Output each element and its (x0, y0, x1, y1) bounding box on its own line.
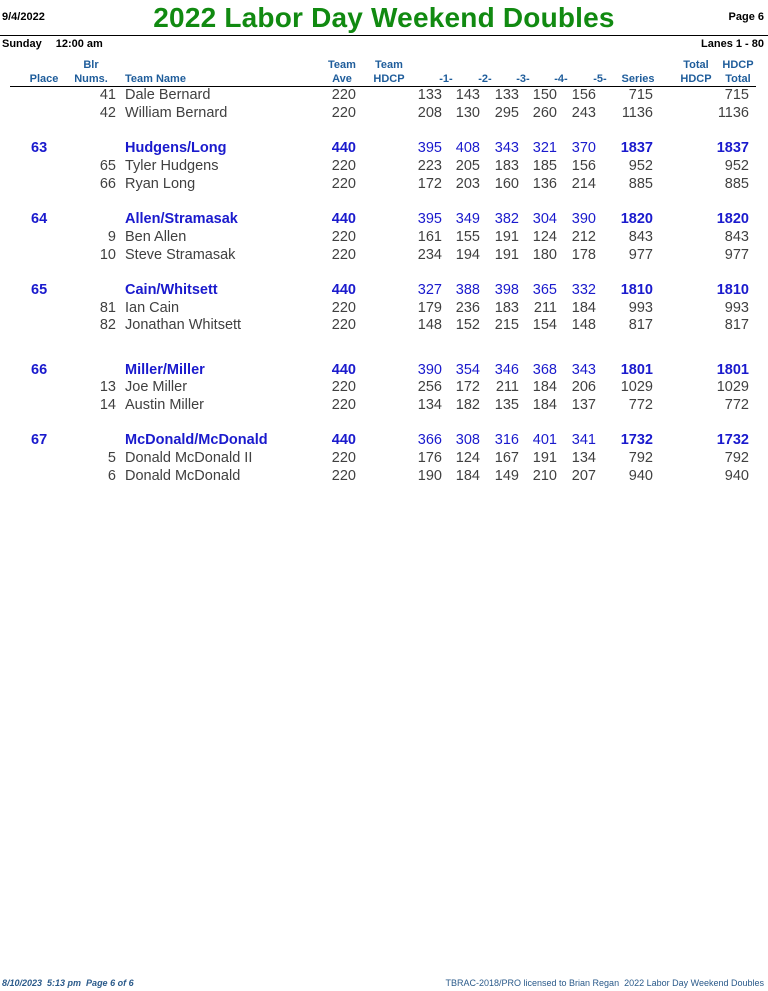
game-5-score: 178 (571, 247, 596, 263)
team-place: 63 (31, 140, 48, 156)
bowler-ave: 220 (331, 468, 356, 484)
bowler-name: Joe Miller (125, 379, 188, 395)
game-3-score: 316 (494, 432, 519, 448)
bowler-name: Ian Cain (125, 300, 180, 316)
col-game-3: -3- (516, 73, 530, 85)
player-row (0, 228, 768, 246)
col-hdcp-total (718, 58, 758, 86)
game-2-score: 354 (455, 362, 480, 378)
game-2-score: 182 (455, 397, 480, 413)
bowler-number: 14 (99, 397, 116, 413)
game-4-score: 304 (532, 211, 557, 227)
game-1-score: 176 (417, 450, 442, 466)
game-5-score: 343 (571, 362, 596, 378)
hdcp-total-score: 952 (724, 158, 749, 174)
game-1-score: 234 (417, 247, 442, 263)
player-row (0, 316, 768, 334)
team-row (0, 361, 768, 379)
col-hdcp-total-top: HDCP (722, 59, 754, 71)
hdcp-total-score: 1801 (716, 362, 749, 378)
game-2-score: 143 (455, 87, 480, 103)
bowler-ave: 220 (331, 300, 356, 316)
game-1-score: 390 (417, 362, 442, 378)
game-4-score: 211 (533, 300, 557, 316)
hdcp-total-score: 1820 (716, 211, 749, 227)
hdcp-total-score: 977 (724, 247, 749, 263)
bowler-name: Ben Allen (125, 229, 187, 245)
series-score: 817 (628, 317, 653, 333)
team-ave: 440 (331, 362, 356, 378)
bowler-name: Donald McDonald II (125, 450, 253, 466)
bowler-number: 81 (99, 300, 116, 316)
col-hdcp-total-bottom: Total (725, 73, 751, 85)
game-2-score: 236 (455, 300, 480, 316)
page-number: Page 6 (728, 11, 764, 23)
series-score: 977 (628, 247, 653, 263)
game-5-score: 206 (571, 379, 596, 395)
series-score: 993 (628, 300, 653, 316)
team-row (0, 210, 768, 228)
game-2-score: 408 (455, 140, 480, 156)
game-3-score: 167 (494, 450, 519, 466)
col-blr (70, 58, 112, 86)
team-place: 65 (31, 282, 48, 298)
hdcp-total-score: 1029 (716, 379, 749, 395)
player-row (0, 467, 768, 485)
series-score: 1810 (620, 282, 653, 298)
bowler-number: 66 (99, 176, 116, 192)
game-3-score: 215 (494, 317, 519, 333)
hdcp-total-score: 1732 (716, 432, 749, 448)
game-4-score: 184 (532, 397, 557, 413)
game-3-score: 183 (494, 158, 519, 174)
game-2-score: 205 (455, 158, 480, 174)
game-3-score: 133 (494, 87, 519, 103)
team-ave: 440 (331, 432, 356, 448)
game-4-score: 154 (532, 317, 557, 333)
game-4-score: 365 (532, 282, 557, 298)
hdcp-total-score: 1837 (716, 140, 749, 156)
game-1-score: 395 (417, 211, 442, 227)
bowler-number: 5 (107, 450, 116, 466)
series-score: 1136 (621, 105, 653, 121)
game-4-score: 210 (532, 468, 557, 484)
col-team-ave (322, 58, 362, 86)
game-5-score: 137 (571, 397, 596, 413)
game-1-score: 395 (417, 140, 442, 156)
bowler-name: William Bernard (125, 105, 228, 121)
bowler-ave: 220 (331, 450, 356, 466)
bowler-number: 13 (99, 379, 116, 395)
bowler-number: 42 (99, 105, 116, 121)
game-4-score: 191 (532, 450, 557, 466)
game-5-score: 341 (571, 432, 596, 448)
player-row (0, 86, 768, 104)
bowler-ave: 220 (331, 87, 356, 103)
hdcp-total-score: 843 (724, 229, 749, 245)
game-1-score: 172 (417, 176, 442, 192)
series-score: 952 (628, 158, 653, 174)
hdcp-total-score: 1136 (717, 105, 749, 121)
col-team-name: Team Name (125, 73, 186, 85)
game-3-score: 346 (494, 362, 519, 378)
footer-print-info: 8/10/2023 5:13 pm Page 6 of 6 (2, 978, 134, 988)
game-4-score: 136 (532, 176, 557, 192)
bowler-ave: 220 (331, 379, 356, 395)
player-row (0, 175, 768, 193)
hdcp-total-score: 772 (724, 397, 749, 413)
game-3-score: 160 (494, 176, 519, 192)
game-3-score: 382 (494, 211, 519, 227)
player-row (0, 396, 768, 414)
game-3-score: 191 (494, 229, 519, 245)
game-4-score: 401 (532, 432, 557, 448)
game-2-score: 130 (455, 105, 480, 121)
game-2-score: 172 (455, 379, 480, 395)
game-4-score: 180 (532, 247, 557, 263)
player-row (0, 157, 768, 175)
game-3-score: 211 (495, 379, 519, 395)
team-name: McDonald/McDonald (125, 432, 268, 448)
team-ave: 440 (331, 211, 356, 227)
report-date: 9/4/2022 (2, 11, 45, 23)
player-row (0, 299, 768, 317)
session-info (2, 38, 117, 50)
footer-license: TBRAC-2018/PRO licensed to Brian Regan 2022 Labor Day Weekend Doubles (445, 978, 764, 988)
game-5-score: 156 (571, 158, 596, 174)
lanes-range: Lanes 1 - 80 (701, 38, 764, 50)
game-5-score: 156 (571, 87, 596, 103)
col-place: Place (29, 73, 59, 85)
col-game-1: -1- (439, 73, 453, 85)
bowler-name: Ryan Long (125, 176, 196, 192)
col-blr-top: Blr (83, 59, 99, 71)
hdcp-total-score: 993 (724, 300, 749, 316)
hdcp-total-score: 792 (724, 450, 749, 466)
bowler-number: 82 (99, 317, 116, 333)
series-score: 940 (628, 468, 653, 484)
player-row (0, 449, 768, 467)
bowler-name: Dale Bernard (125, 87, 211, 103)
game-1-score: 208 (417, 105, 442, 121)
game-3-score: 135 (494, 397, 519, 413)
game-4-score: 185 (532, 158, 557, 174)
game-1-score: 161 (417, 229, 442, 245)
hdcp-total-score: 1810 (716, 282, 749, 298)
team-row (0, 431, 768, 449)
series-score: 1029 (620, 379, 653, 395)
game-2-score: 184 (455, 468, 480, 484)
bowler-number: 65 (99, 158, 116, 174)
team-ave: 440 (331, 140, 356, 156)
team-place: 64 (31, 211, 48, 227)
bowler-number: 41 (99, 87, 116, 103)
game-4-score: 150 (532, 87, 557, 103)
col-team-hdcp-top: Team (375, 59, 403, 71)
hdcp-total-score: 885 (724, 176, 749, 192)
col-total-hdcp-top: Total (683, 59, 709, 71)
series-score: 1820 (620, 211, 653, 227)
game-5-score: 212 (571, 229, 596, 245)
team-place: 66 (31, 362, 48, 378)
game-2-score: 388 (455, 282, 480, 298)
game-3-score: 149 (494, 468, 519, 484)
session-time: 12:00 am (55, 38, 103, 50)
series-score: 1732 (620, 432, 653, 448)
game-3-score: 183 (494, 300, 519, 316)
game-1-score: 133 (417, 87, 442, 103)
game-1-score: 190 (417, 468, 442, 484)
bowler-name: Jonathan Whitsett (125, 317, 242, 333)
col-total-hdcp (676, 58, 716, 86)
hdcp-total-score: 940 (724, 468, 749, 484)
hdcp-total-score: 715 (724, 87, 749, 103)
series-score: 843 (628, 229, 653, 245)
series-score: 772 (628, 397, 653, 413)
col-series: Series (621, 73, 655, 85)
bowler-name: Donald McDonald (125, 468, 241, 484)
bowler-number: 6 (107, 468, 116, 484)
col-total-hdcp-bottom: HDCP (680, 73, 712, 85)
bowler-ave: 220 (331, 247, 356, 263)
bowler-name: Steve Stramasak (125, 247, 236, 263)
hdcp-total-score: 817 (724, 317, 749, 333)
game-3-score: 295 (494, 105, 519, 121)
game-3-score: 191 (494, 247, 519, 263)
col-team-hdcp (370, 58, 408, 86)
game-1-score: 327 (417, 282, 442, 298)
bowler-ave: 220 (331, 317, 356, 333)
game-2-score: 124 (455, 450, 480, 466)
series-score: 1837 (620, 140, 653, 156)
game-3-score: 398 (494, 282, 519, 298)
game-5-score: 390 (571, 211, 596, 227)
game-2-score: 308 (455, 432, 480, 448)
col-game-2: -2- (478, 73, 492, 85)
game-3-score: 343 (494, 140, 519, 156)
bowler-ave: 220 (331, 229, 356, 245)
game-4-score: 368 (532, 362, 557, 378)
team-name: Allen/Stramasak (125, 211, 238, 227)
bowler-ave: 220 (331, 397, 356, 413)
bowler-number: 9 (107, 229, 116, 245)
game-2-score: 155 (455, 229, 480, 245)
game-5-score: 207 (571, 468, 596, 484)
game-5-score: 370 (571, 140, 596, 156)
game-4-score: 124 (532, 229, 557, 245)
team-place: 67 (31, 432, 48, 448)
team-name: Cain/Whitsett (125, 282, 218, 298)
bowler-ave: 220 (331, 105, 356, 121)
session-day: Sunday (2, 38, 42, 50)
series-score: 885 (628, 176, 653, 192)
game-1-score: 256 (417, 379, 442, 395)
team-row (0, 281, 768, 299)
game-5-score: 184 (571, 300, 596, 316)
game-1-score: 148 (417, 317, 442, 333)
game-1-score: 366 (417, 432, 442, 448)
col-blr-bottom: Nums. (74, 73, 108, 85)
game-5-score: 214 (571, 176, 596, 192)
team-ave: 440 (331, 282, 356, 298)
col-team-hdcp-bottom: HDCP (373, 73, 405, 85)
col-game-5: -5- (593, 73, 607, 85)
bowler-name: Tyler Hudgens (125, 158, 219, 174)
game-1-score: 134 (417, 397, 442, 413)
player-row (0, 246, 768, 264)
game-1-score: 223 (417, 158, 442, 174)
col-game-4: -4- (554, 73, 568, 85)
game-5-score: 243 (571, 105, 596, 121)
game-2-score: 203 (455, 176, 480, 192)
game-1-score: 179 (417, 300, 442, 316)
game-4-score: 260 (532, 105, 557, 121)
bowler-name: Austin Miller (125, 397, 204, 413)
team-name: Miller/Miller (125, 362, 205, 378)
game-4-score: 321 (532, 140, 557, 156)
bowler-ave: 220 (331, 158, 356, 174)
report-title: 2022 Labor Day Weekend Doubles (153, 2, 615, 33)
series-score: 792 (628, 450, 653, 466)
game-2-score: 152 (455, 317, 480, 333)
col-team-ave-bottom: Ave (332, 73, 352, 85)
game-5-score: 148 (571, 317, 596, 333)
game-5-score: 332 (571, 282, 596, 298)
game-4-score: 184 (532, 379, 557, 395)
bowler-ave: 220 (331, 176, 356, 192)
team-name: Hudgens/Long (125, 140, 227, 156)
bowler-number: 10 (99, 247, 116, 263)
game-2-score: 349 (455, 211, 480, 227)
game-5-score: 134 (571, 450, 596, 466)
series-score: 715 (628, 87, 653, 103)
player-row (0, 378, 768, 396)
game-2-score: 194 (455, 247, 480, 263)
series-score: 1801 (620, 362, 653, 378)
team-row (0, 139, 768, 157)
header-divider (0, 35, 768, 36)
player-row (0, 104, 768, 122)
col-team-ave-top: Team (328, 59, 356, 71)
